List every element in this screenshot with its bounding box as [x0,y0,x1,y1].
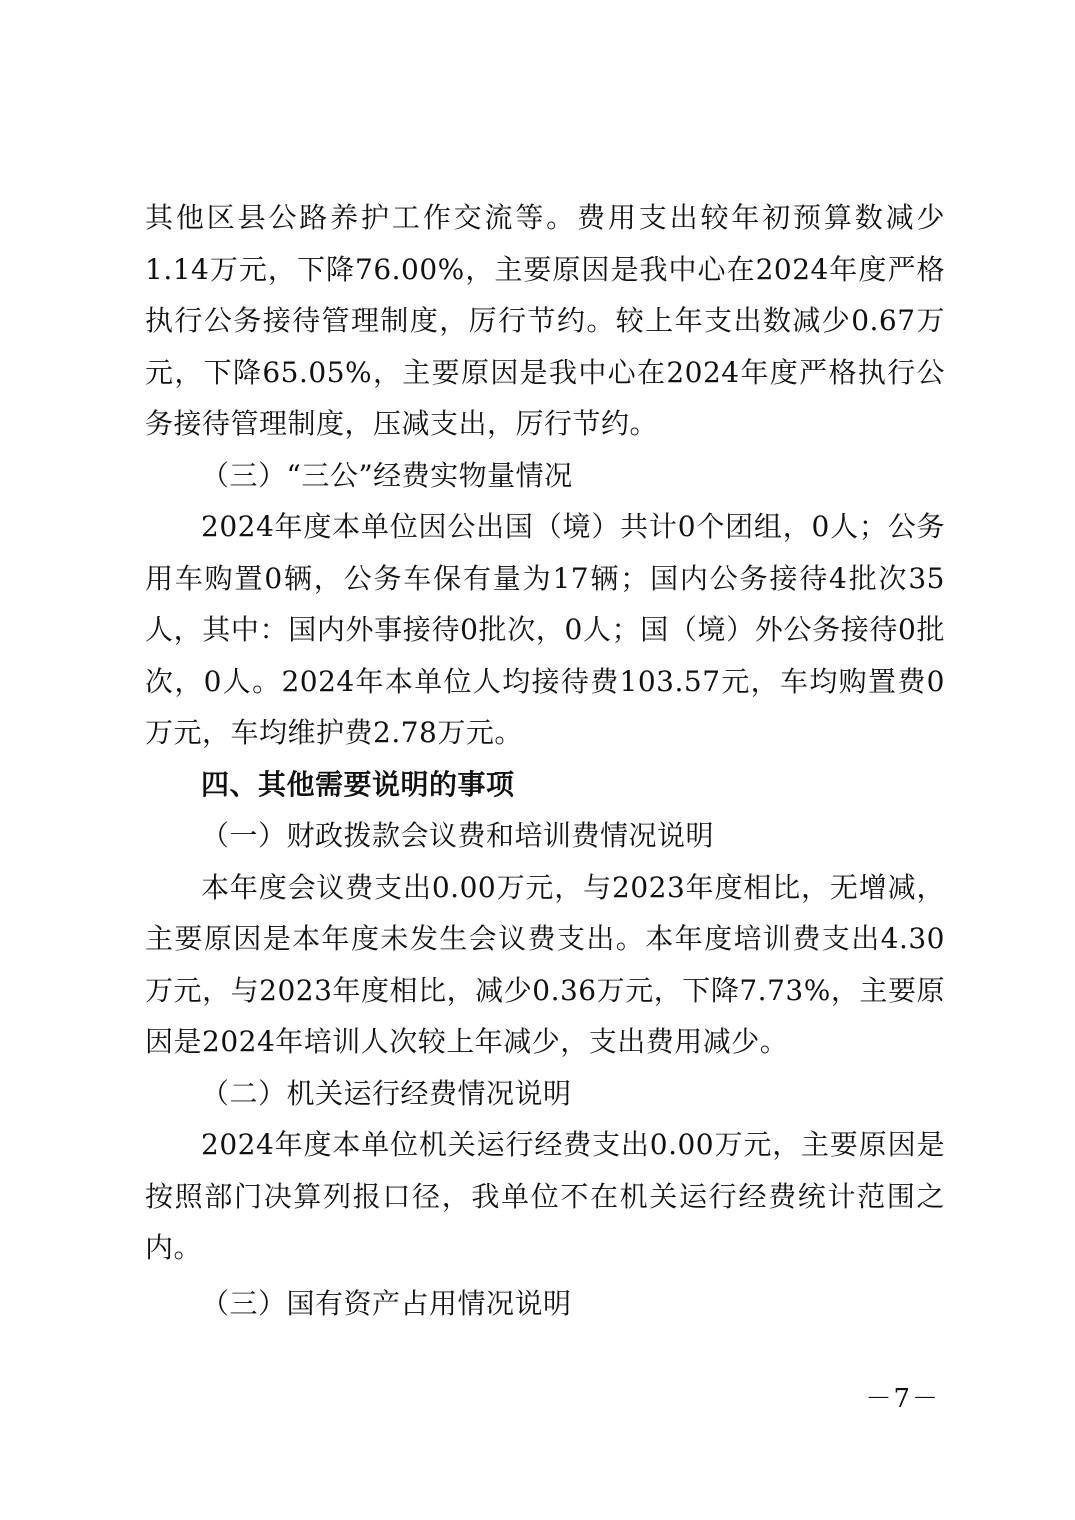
paragraph-operating-expense: 2024年度本单位机关运行经费支出0.00万元，主要原因是按照部门决算列报口径，我单位不在机关运行经费统计范围之内。 [145,1128,945,1264]
paragraph-reception-expense-continued: 其他区县公路养护工作交流等。费用支出较年初预算数减少1.14万元，下降76.00%，主要原因是我中心在2024年度严格执行公务接待管理制度，厉行节约。较上年支出数减少0.67万元，下降65.05%，主要原因是我中心在2024年度严格执行公务接待管理制度，压减支出，厉行节约。 [145,201,945,440]
paragraph-three-public-quantity: 2024年度本单位因公出国（境）共计0个团组，0人；公务用车购置0辆，公务车保有量为17辆；国内公务接待4批次35人，其中：国内外事接待0批次，0人；国（境）外公务接待0批次，0人。2024年本单位人均接待费103.57元，车均购置费0万元，车均维护费2.78万元。 [145,510,945,749]
section-heading-meeting-training: （一）财政拨款会议费和培训费情况说明 [201,819,715,852]
section-heading-three-public-quantity: （三）“三公”经费实物量情况 [201,458,573,492]
page-number: －7－ [865,1384,940,1414]
document-body [145,192,945,1329]
paragraph-meeting-training: 本年度会议费支出0.00万元，与2023年度相比，无增减，主要原因是本年度未发生会议费支出。本年度培训费支出4.30万元，与2023年度相比，减少0.36万元，下降7.73%，主要原因是2024年培训人次较上年减少，支出费用减少。 [145,870,945,1058]
section-heading-operating-expense: （二）机关运行经费情况说明 [201,1076,572,1110]
section-heading-state-assets: （三）国有资产占用情况说明 [201,1286,572,1320]
section-heading-other-matters: 四、其他需要说明的事项 [201,767,515,801]
